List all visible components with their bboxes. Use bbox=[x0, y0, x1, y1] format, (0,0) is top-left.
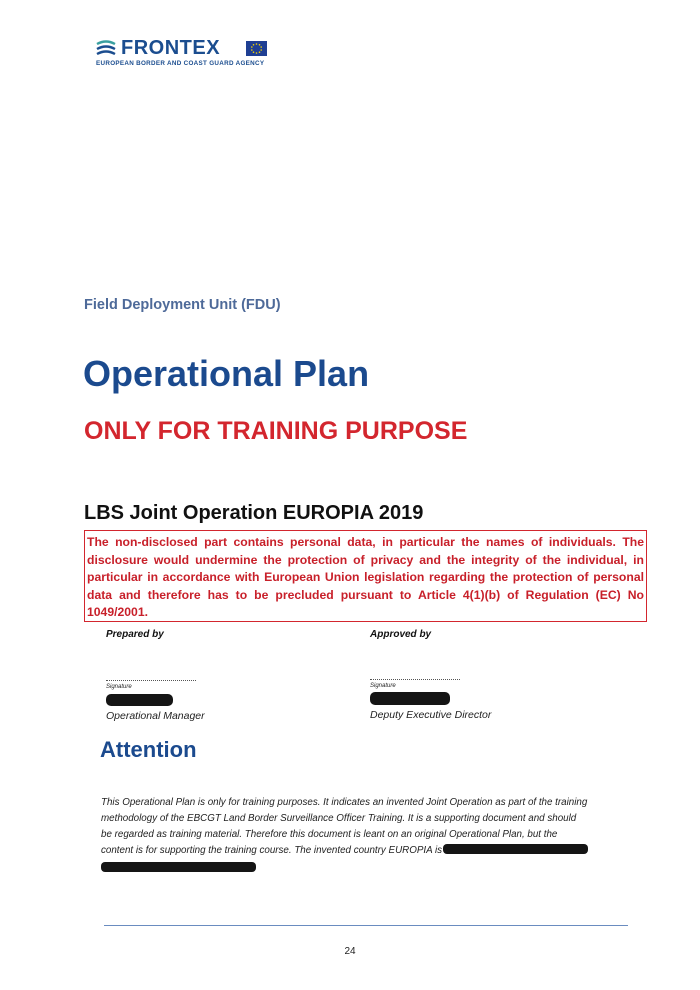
prepared-signature-label: Signature bbox=[106, 684, 132, 690]
attention-heading: Attention bbox=[100, 737, 197, 762]
prepared-role: Operational Manager bbox=[106, 710, 205, 722]
eu-flag-icon bbox=[246, 41, 267, 56]
training-purpose-notice: ONLY FOR TRAINING PURPOSE bbox=[84, 417, 468, 445]
prepared-signature-line bbox=[106, 680, 196, 681]
attention-paragraph bbox=[101, 795, 631, 878]
unit-name: Field Deployment Unit (FDU) bbox=[84, 297, 281, 313]
frontex-logo bbox=[96, 38, 286, 70]
logo-wordmark: FRONTEX bbox=[121, 37, 221, 59]
page-number: 24 bbox=[344, 946, 356, 957]
attention-line: methodology of the EBCGT Land Border Surveillance Officer Training. It is a supporting document and should bbox=[101, 813, 577, 824]
approved-signature-line bbox=[370, 679, 460, 680]
prepared-by-label: Prepared by bbox=[106, 629, 164, 640]
redacted-name-approved bbox=[370, 692, 450, 705]
document-title: Operational Plan bbox=[83, 353, 370, 394]
redacted-text-block bbox=[101, 862, 256, 872]
attention-line: This Operational Plan is only for training purposes. It indicates an invented Joint Operation as part of the training bbox=[101, 797, 588, 808]
attention-line: be regarded as training material. Therefore this document is leant on an original Operational Plan, but the bbox=[101, 829, 558, 840]
operation-name: LBS Joint Operation EUROPIA 2019 bbox=[84, 502, 424, 524]
footer-divider bbox=[104, 925, 628, 926]
disclosure-notice: The non-disclosed part contains personal data, in particular the names of individuals. The disclosure would undermine the protection of privacy and the integrity of the individual, in particular in accordance with European Union legislation regarding the protection of personal data and therefore has to be precluded pursuant to Article 4(1)(b) of Regulation (EC) No 1049/2001. bbox=[84, 530, 647, 622]
redacted-name-prepared bbox=[106, 694, 173, 706]
approved-by-label: Approved by bbox=[370, 629, 432, 640]
redacted-text-inline bbox=[443, 844, 588, 854]
approved-role: Deputy Executive Director bbox=[370, 709, 492, 721]
attention-line: content is for supporting the training course. The invented country EUROPIA is bbox=[101, 845, 443, 856]
frontex-wave-icon bbox=[96, 40, 116, 58]
approved-signature-label: Signature bbox=[370, 683, 396, 689]
logo-subtitle: EUROPEAN BORDER AND COAST GUARD AGENCY bbox=[96, 60, 265, 67]
